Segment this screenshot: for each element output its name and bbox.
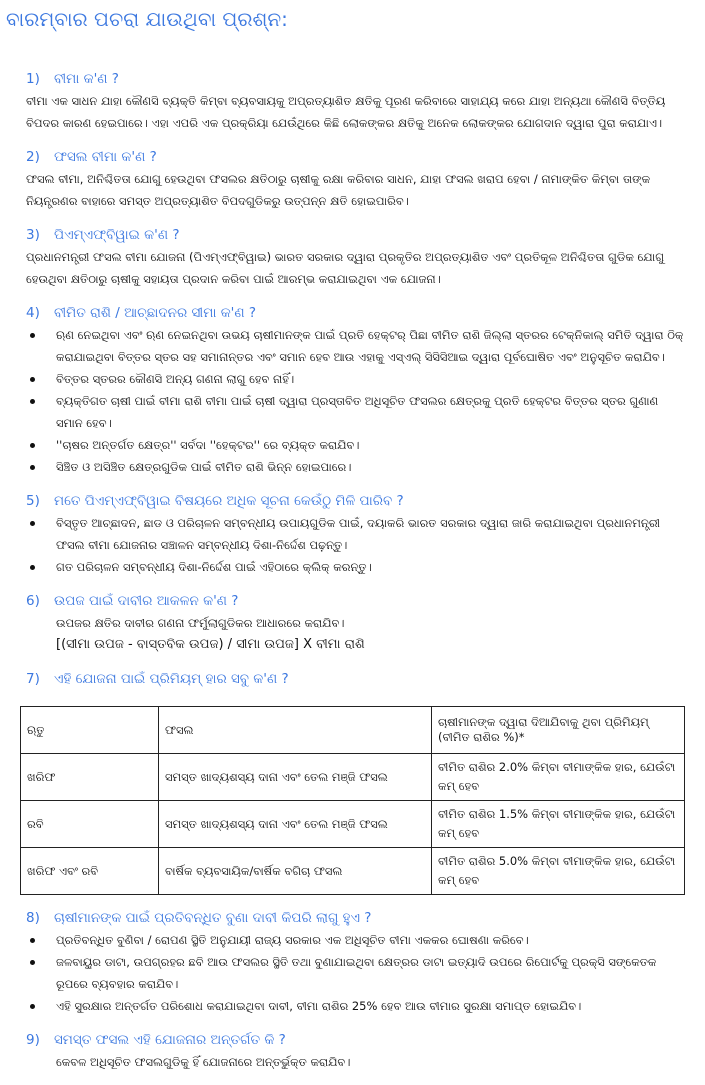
answer-text: ଫସଲ ବୀମା, ଅନିଶ୍ଚିତତା ଯୋଗୁ ହେଉଥିବା ଫସଲର କ୍ଷତିଠାରୁ ଚାଷୀକୁ ରକ୍ଷା କରିବାର ସାଧନ, ଯାହା ଫସଲ ଖରାପ ହେବା / ନାମାଙ୍କିତ କିମ୍ବା ତାଙ୍କ ନିୟନ୍ତ୍ରଣର ବାହାରେ ସମସ୍ତ ଅପ୍ରତ୍ୟାଶିତ ବିପଦଗୁଡିକରୁ ଉତ୍ପନ୍ନ କ୍ଷତି ହୋଇପାରିବ। xyxy=(26,172,651,208)
table-cell: ରବି xyxy=(21,801,159,848)
faq-section-q9 xyxy=(26,1029,685,1073)
question-heading xyxy=(26,590,685,612)
question-heading xyxy=(26,668,685,690)
table-cell: ବୀମିତ ରାଶିର 1.5% କିମ୍ବା ବୀମାଙ୍କିକ ହାର, ଯେଉଁଟା କମ୍ ହେବ xyxy=(432,801,685,848)
table-cell: ବୀମିତ ରାଶିର 5.0% କିମ୍ବା ବୀମାଙ୍କିକ ହାର, ଯେଉଁଟା କମ୍ ହେବ xyxy=(432,848,685,895)
premium-table xyxy=(20,706,685,895)
table-row xyxy=(21,801,685,848)
question-number: 2) xyxy=(26,149,40,165)
bullet-item: ବିତ୍ତର ସ୍ତରର କୌଣସି ଅନ୍ୟ ଗଣନା ଲାଗୁ ହେବ ନାହିଁ। xyxy=(26,368,685,390)
claim-formula: [(ସୀମା ଉପଜ - ବାସ୍ତବିକ ଉପଜ) / ସୀମା ଉପଜ] X ବୀମା ରାଶି xyxy=(56,637,365,652)
bullet-list xyxy=(26,324,685,478)
table-row xyxy=(21,848,685,895)
faq-section-q4 xyxy=(26,302,685,478)
answer-text: ବୀମା ଏକ ସାଧନ ଯାହା କୌଣସି ବ୍ୟକ୍ତି କିମ୍ବା ବ୍ୟବସାୟକୁ ଅପ୍ରତ୍ୟାଶିତ କ୍ଷତିକୁ ପୂରଣ କରିବାରେ ସାହାଯ୍ୟ କରେ ଯାହା ଅନ୍ୟଥା କୌଣସି ବିତ୍ତିୟ ବିପଦର କାରଣ ହେଇପାରେ। ଏହା ଏପରି ଏକ ପ୍ରକ୍ରିୟା ଯେଉଁଥିରେ କିଛି ଲୋକଙ୍କର କ୍ଷତିକୁ ଅନେକ ଲୋକଙ୍କର ଯୋଗଦାନ ଦ୍ୱାରା ପୁରା କରାଯାଏ। xyxy=(26,94,666,130)
bullet-item: ''ଚାଷର ଅନ୍ତର୍ଗତ କ୍ଷେତ୍ର'' ସର୍ବଦା ''ହେକ୍ଟର'' ରେ ବ୍ୟକ୍ତ କରାଯିବ। xyxy=(26,434,685,456)
guidelines-link-item[interactable]: ଗତ ପରିଚାଳନ ସମ୍ବନ୍ଧୀୟ ଦିଶା-ନିର୍ଦ୍ଦେଶ ପାଇଁ ଏହିଠାରେ କ୍ଲିକ୍ କରନ୍ତୁ। xyxy=(26,556,685,578)
question-heading xyxy=(26,490,685,512)
table-row xyxy=(21,754,685,801)
question-number: 5) xyxy=(26,493,40,509)
table-cell: ବାର୍ଷିକ ବ୍ୟବସାୟିକ/ବାର୍ଷିକ ବଗିଚା ଫସଲ xyxy=(159,848,432,895)
question-text: ବୀମା କ'ଣ ? xyxy=(54,71,119,87)
table-cell: ଖରିଫ xyxy=(21,754,159,801)
question-number: 1) xyxy=(26,71,40,87)
bullet-list xyxy=(26,929,685,1017)
question-text: ପିଏମ୍ଏଫ୍ବିୱାଇ କ'ଣ ? xyxy=(54,227,180,243)
question-text: ସମସ୍ତ ଫସଲ ଏହି ଯୋଜନାର ଅନ୍ତର୍ଗତ କି ? xyxy=(54,1032,286,1048)
column-header: ଚାଷୀମାନଙ୍କ ଦ୍ୱାରା ଦିଆଯିବାକୁ ଥିବା ପ୍ରିମିୟମ୍ (ବୀମିତ ରାଶିର %)* xyxy=(432,707,685,754)
question-heading xyxy=(26,302,685,324)
table-cell: ବୀମିତ ରାଶିର 2.0% କିମ୍ବା ବୀମାଙ୍କିକ ହାର, ଯେଉଁଟା କମ୍ ହେବ xyxy=(432,754,685,801)
bullet-item: ଜଳବାୟୁର ଡାଟା, ଉପଗ୍ରହର ଛବି ଆଉ ଫସଲର ସ୍ଥିତି ତଥା ବୁଣାଯାଇଥିବା କ୍ଷେତ୍ରର ଡାଟା ଇତ୍ୟାଦି ଉପରେ ରିପୋର୍ଟକୁ ପ୍ରକ୍ସି ସଙ୍କେତକ ରୂପରେ ବ୍ୟବହାର କରାଯିବ। xyxy=(26,951,685,995)
faq-list xyxy=(0,68,705,1073)
question-number: 8) xyxy=(26,910,40,926)
question-text: ଫସଲ ବୀମା କ'ଣ ? xyxy=(54,149,157,165)
question-text: ବୀମିତ ରାଶି / ଆଚ୍ଛାଦନର ସୀମା କ'ଣ ? xyxy=(54,305,257,321)
question-text: ମତେ ପିଏମ୍ଏଫ୍ବିୱାଇ ବିଷୟରେ ଅଧିକ ସୂଚନା କେଉଁଠୁ ମିଳି ପାରିବ ? xyxy=(54,493,404,509)
bullet-item: ଏହି ସୁରକ୍ଷାର ଅନ୍ତର୍ଗତ ପରିଶୋଧ କରାଯାଇଥିବା ଦାବୀ, ବୀମା ରାଶିର 25% ହେବ ଆଉ ବୀମାର ସୁରକ୍ଷା ସମାପ୍ତ ହୋଇଯିବ। xyxy=(26,995,685,1017)
question-number: 3) xyxy=(26,227,40,243)
faq-section-q7 xyxy=(26,668,685,690)
question-heading xyxy=(26,68,685,90)
faq-section-q8 xyxy=(26,907,685,1017)
question-heading xyxy=(26,1029,685,1051)
bullet-item: ବିସ୍ତୃତ ଆଚ୍ଛାଦନ, ଛାଡ ଓ ପରିଚାଳନ ସମ୍ବନ୍ଧୀୟ ଉପାୟଗୁଡିକ ପାଇଁ, ଦୟାକରି ଭାରତ ସରକାର ଦ୍ୱାରା ଜାରି କରାଯାଇଥିବା ପ୍ରଧାନମନ୍ତ୍ରୀ ଫସଲ ବୀମା ଯୋଜନାର ସଞ୍ଚାଳନ ସମ୍ବନ୍ଧୀୟ ଦିଶା-ନିର୍ଦ୍ଦେଶ ପଢ଼ନ୍ତୁ। xyxy=(26,512,685,556)
bullet-item: ଋଣ ନେଇଥିବା ଏବଂ ଋଣ ନେଇନଥିବା ଉଭୟ ଚାଷୀମାନଙ୍କ ପାଇଁ ପ୍ରତି ହେକ୍ଟର୍ ପିଛା ବୀମିତ ରାଶି ଜିଲ୍ଲା ସ୍ତରର ଟେକ୍ନିକାଲ୍ ସମିତି ଦ୍ୱାରା ଠିକ୍ କରାଯାଇଥିବା ବିତ୍ତର ସ୍ତର ସହ ସମାନାନ୍ତର ଏବଂ ସମାନ ହେବ ଆଉ ଏହାକୁ ଏସ୍ଏଲ୍ ସିସିସିଆଇ ଦ୍ୱାରା ପୂର୍ବଘୋଷିତ ଏବଂ ଅନୁସୂଚିତ କରାଯିବ। xyxy=(26,324,685,368)
bullet-item: ବ୍ୟକ୍ତିଗତ ଚାଷୀ ପାଇଁ ବୀମା ରାଶି ବୀମା ପାଇଁ ଚାଷୀ ଦ୍ୱାରା ପ୍ରସ୍ତାବିତ ଅଧିସୂଚିତ ଫସଲର କ୍ଷେତ୍ରକୁ ପ୍ରତି ହେକ୍ଟର ବିତ୍ତର ସ୍ତର ଗୁଣାଣ ସମାନ ହେବ। xyxy=(26,390,685,434)
faq-section-q5 xyxy=(26,490,685,578)
question-number: 7) xyxy=(26,671,40,687)
table-cell: ସମସ୍ତ ଖାଦ୍ୟଶସ୍ୟ ଦାନା ଏବଂ ତେଲ ମଞ୍ଜି ଫସଲ xyxy=(159,801,432,848)
answer-text: କେବଳ ଅଧିସୂଚିତ ଫସଲଗୁଡିକୁ ହିଁ ଯୋଜନାରେ ଅନ୍ତର୍ଭୁକ୍ତ କରାଯିବ। xyxy=(56,1055,351,1069)
question-text: ଚାଷୀମାନଙ୍କ ପାଇଁ ପ୍ରତିବନ୍ଧିତ ବୁଣା ଦାବୀ କିପରି ଲାଗୁ ହୁଏ ? xyxy=(54,910,372,926)
question-heading xyxy=(26,907,685,929)
column-header: ଋତୁ xyxy=(21,707,159,754)
question-number: 4) xyxy=(26,305,40,321)
table-header-row xyxy=(21,707,685,754)
question-number: 6) xyxy=(26,593,40,609)
faq-section-q2 xyxy=(26,146,685,212)
faq-section-q1 xyxy=(26,68,685,134)
page-title: ବାରମ୍ବାର ପଚରା ଯାଉଥିବା ପ୍ରଶ୍ନ: xyxy=(6,7,288,31)
question-heading xyxy=(26,146,685,168)
bullet-item: ପ୍ରତିବନ୍ଧିତ ବୁଣିବା / ରୋପଣ ସ୍ଥିତି ଅନୁଯାୟୀ ରାଜ୍ୟ ସରକାର ଏକ ଅଧିସୂଚିତ ବୀମା ଏକକର ଘୋଷଣା କରିବେ। xyxy=(26,929,685,951)
faq-section-q6 xyxy=(26,590,685,656)
answer-text: ପ୍ରଧାନମନ୍ତ୍ରୀ ଫସଲ ବୀମା ଯୋଜନା (ପିଏମ୍ଏଫ୍ବିୱାଇ) ଭାରତ ସରକାର ଦ୍ୱାରା ପ୍ରକୃତିର ଅପ୍ରତ୍ୟାଶିତ ଏବଂ ପ୍ରତିକୂଳ ଅନିଶ୍ଚିତତା ଗୁଡିକ ଯୋଗୁ ହେଉଥିବା କ୍ଷତିଠାରୁ ଚାଷୀକୁ ସହାୟତା ପ୍ରଦାନ କରିବା ପାଇଁ ଆରମ୍ଭ କରାଯାଇଥିବା ଏକ ଯୋଜନା। xyxy=(26,250,665,286)
question-text: ଏହି ଯୋଜନା ପାଇଁ ପ୍ରିମିୟମ୍ ହାର ସବୁ କ'ଣ ? xyxy=(54,671,289,687)
bullet-item: ସିଞ୍ଚିତ ଓ ଅସିଞ୍ଚିତ କ୍ଷେତ୍ରଗୁଡିକ ପାଇଁ ବୀମିତ ରାଶି ଭିନ୍ନ ହୋଇପାରେ। xyxy=(26,456,685,478)
column-header: ଫସଲ xyxy=(159,707,432,754)
bullet-list xyxy=(26,512,685,578)
table-cell: ସମସ୍ତ ଖାଦ୍ୟଶସ୍ୟ ଦାନା ଏବଂ ତେଲ ମଞ୍ଜି ଫସଲ xyxy=(159,754,432,801)
question-text: ଉପଜ ପାଇଁ ଦାବୀର ଆକଳନ କ'ଣ ? xyxy=(54,593,239,609)
question-number: 9) xyxy=(26,1032,40,1048)
faq-section-q3 xyxy=(26,224,685,290)
answer-text: ଉପଜର କ୍ଷତିର ଦାବୀର ଗଣନା ଫର୍ମୁଲାଗୁଡିକର ଆଧାରରେ କରାଯିବ। xyxy=(56,616,345,630)
question-heading xyxy=(26,224,685,246)
table-cell: ଖରିଫ ଏବଂ ରବି xyxy=(21,848,159,895)
